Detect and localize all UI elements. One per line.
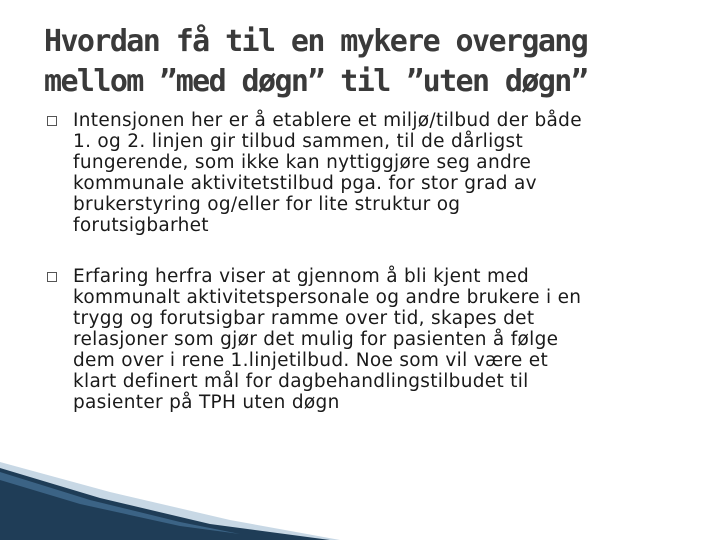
bullet-line: Intensjonen her er å etablere et miljø/tilbud der både xyxy=(73,110,582,131)
slide-title xyxy=(44,22,684,102)
bullet-line: klart definert mål for dagbehandlingstilbudet til xyxy=(73,371,529,392)
bullet-line: 1. og 2. linjen gir tilbud sammen, til de dårligst xyxy=(73,131,524,152)
slide-title-line: mellom ”med døgn” til ”uten døgn” xyxy=(44,64,588,99)
square-bullet-icon xyxy=(47,272,57,282)
bullet-line: dem over i rene 1.linjetilbud. Noe som vil være et xyxy=(73,350,549,371)
bullet-item xyxy=(44,266,704,413)
bullet-line: forutsigbarhet xyxy=(73,215,209,236)
bullet-line: Erfaring herfra viser at gjennom å bli kjent med xyxy=(73,266,530,287)
square-bullet-icon xyxy=(47,116,57,126)
bullet-line: pasienter på TPH uten døgn xyxy=(73,392,340,413)
slide-title-line: Hvordan få til en mykere overgang xyxy=(44,24,588,59)
bullet-item xyxy=(44,110,704,236)
bullet-line: brukerstyring og/eller for lite struktur og xyxy=(73,194,461,215)
bullet-line: trygg og forutsigbar ramme over tid, skapes det xyxy=(73,308,535,329)
bullet-line: relasjoner som gjør det mulig for pasienten å følge xyxy=(73,329,559,350)
bullet-list xyxy=(44,110,704,413)
bullet-line: kommunalt aktivitetspersonale og andre brukere i en xyxy=(73,287,582,308)
bullet-line: fungerende, som ikke kan nyttiggjøre seg andre xyxy=(73,152,532,173)
bullet-line: kommunale aktivitetstilbud pga. for stor grad av xyxy=(73,173,537,194)
corner-swoosh-decoration xyxy=(0,450,340,540)
